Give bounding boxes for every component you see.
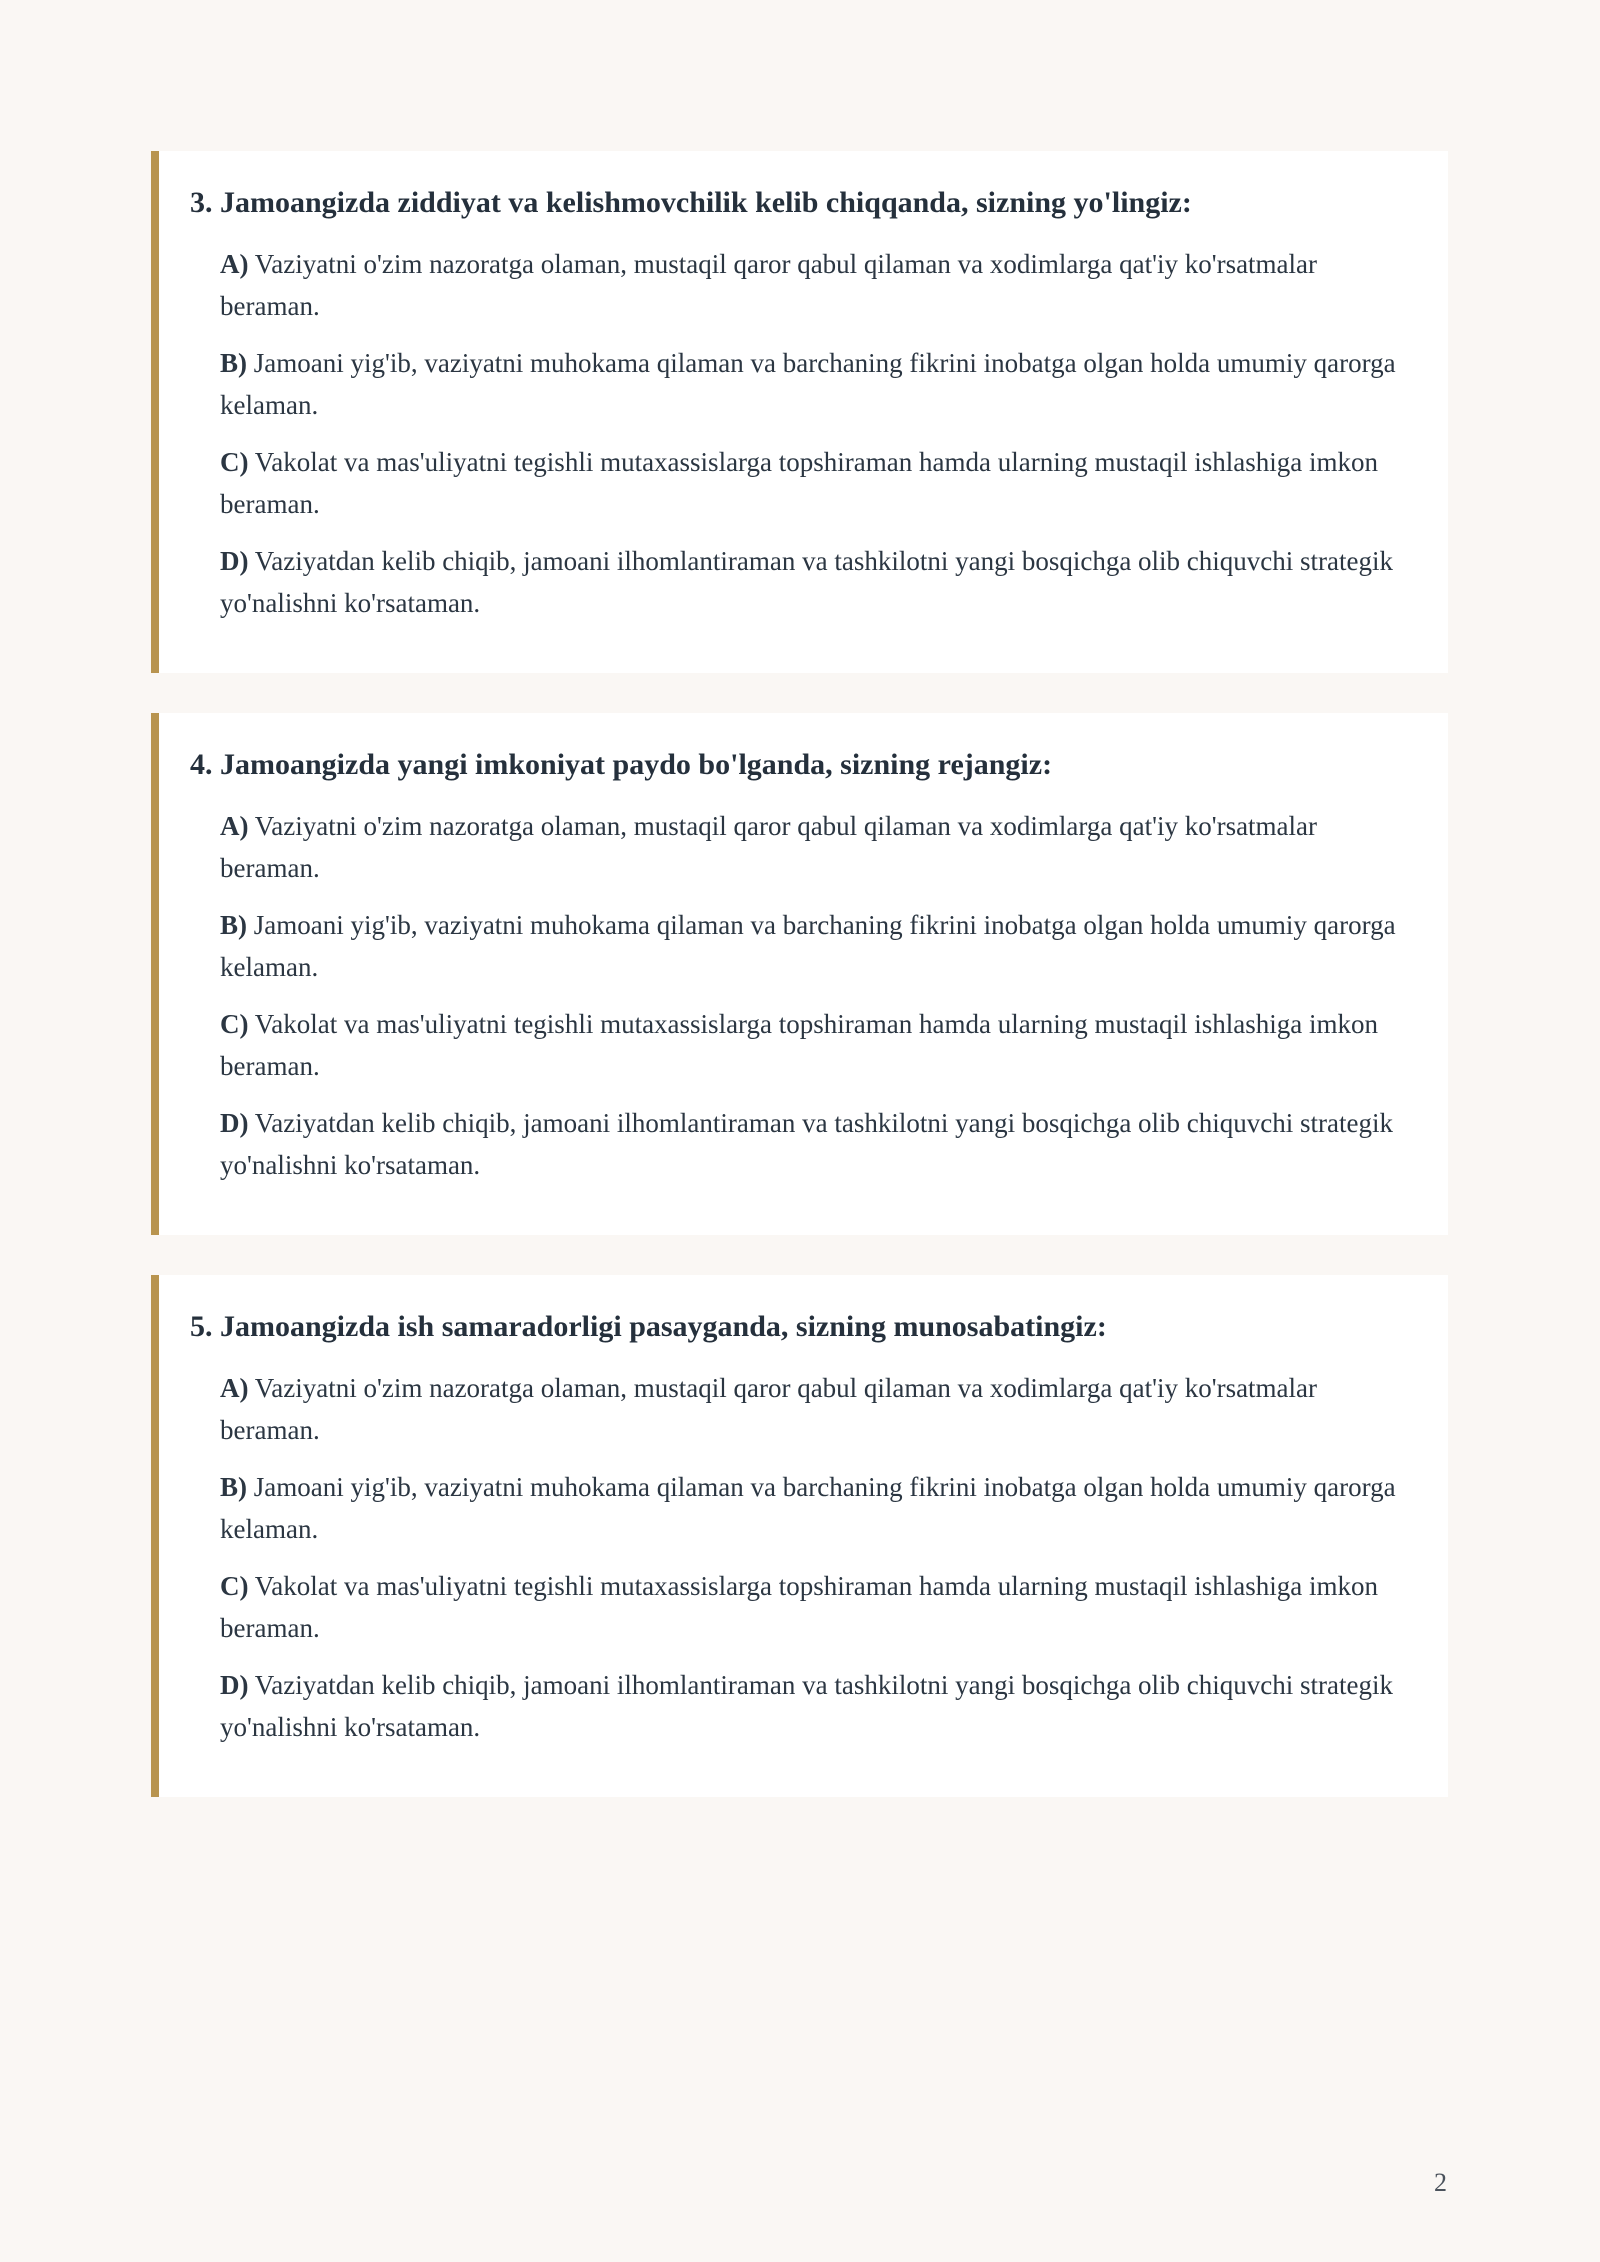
question-text: Jamoangizda ish samaradorligi pasayganda, sizning munosabatingiz:: [220, 1310, 1107, 1343]
option-letter: C): [220, 447, 249, 477]
option-text: Vaziyatdan kelib chiqib, jamoani ilhomlantiraman va tashkilotni yangi bosqichga olib chiquvchi strategik yo'nalishni ko'rsataman.: [220, 546, 1393, 618]
option-text: Vaziyatdan kelib chiqib, jamoani ilhomlantiraman va tashkilotni yangi bosqichga olib chiquvchi strategik yo'nalishni ko'rsataman.: [220, 1108, 1393, 1180]
question-list: [151, 151, 1448, 1837]
option-letter: C): [220, 1571, 249, 1601]
option-letter: C): [220, 1009, 249, 1039]
option-d: [220, 1664, 1412, 1748]
option-b: [220, 904, 1412, 988]
option-text: Vaziyatni o'zim nazoratga olaman, mustaqil qaror qabul qilaman va xodimlarga qat'iy ko'rsatmalar beraman.: [220, 1373, 1318, 1445]
option-letter: D): [220, 1108, 249, 1138]
option-text: Vakolat va mas'uliyatni tegishli mutaxassislarga topshiraman hamda ularning mustaqil ishlashiga imkon beraman.: [220, 1571, 1378, 1643]
question-card-5: [151, 1275, 1448, 1797]
option-letter: D): [220, 1670, 249, 1700]
option-text: Vakolat va mas'uliyatni tegishli mutaxassislarga topshiraman hamda ularning mustaqil ishlashiga imkon beraman.: [220, 447, 1378, 519]
option-b: [220, 342, 1412, 426]
option-letter: A): [220, 811, 249, 841]
option-letter: A): [220, 1373, 249, 1403]
question-text: Jamoangizda yangi imkoniyat paydo bo'lganda, sizning rejangiz:: [220, 748, 1053, 781]
option-letter: A): [220, 249, 249, 279]
option-letter: B): [220, 348, 247, 378]
question-title: [190, 1307, 1412, 1347]
option-c: [220, 1003, 1412, 1087]
option-c: [220, 1565, 1412, 1649]
option-b: [220, 1466, 1412, 1550]
question-card-4: [151, 713, 1448, 1235]
option-d: [220, 1102, 1412, 1186]
option-letter: B): [220, 910, 247, 940]
option-letter: D): [220, 546, 249, 576]
option-a: [220, 243, 1412, 327]
option-text: Vakolat va mas'uliyatni tegishli mutaxassislarga topshiraman hamda ularning mustaqil ishlashiga imkon beraman.: [220, 1009, 1378, 1081]
option-d: [220, 540, 1412, 624]
question-number: 4.: [190, 748, 213, 781]
option-text: Jamoani yig'ib, vaziyatni muhokama qilaman va barchaning fikrini inobatga olgan holda umumiy qarorga kelaman.: [220, 348, 1396, 420]
question-number: 3.: [190, 186, 213, 219]
question-text: Jamoangizda ziddiyat va kelishmovchilik kelib chiqqanda, sizning yo'lingiz:: [220, 186, 1192, 219]
question-number: 5.: [190, 1310, 213, 1343]
option-text: Jamoani yig'ib, vaziyatni muhokama qilaman va barchaning fikrini inobatga olgan holda umumiy qarorga kelaman.: [220, 1472, 1396, 1544]
option-a: [220, 1367, 1412, 1451]
option-letter: B): [220, 1472, 247, 1502]
question-card-3: [151, 151, 1448, 673]
option-text: Jamoani yig'ib, vaziyatni muhokama qilaman va barchaning fikrini inobatga olgan holda umumiy qarorga kelaman.: [220, 910, 1396, 982]
option-text: Vaziyatdan kelib chiqib, jamoani ilhomlantiraman va tashkilotni yangi bosqichga olib chiquvchi strategik yo'nalishni ko'rsataman.: [220, 1670, 1393, 1742]
option-text: Vaziyatni o'zim nazoratga olaman, mustaqil qaror qabul qilaman va xodimlarga qat'iy ko'rsatmalar beraman.: [220, 811, 1318, 883]
page-number: 2: [1434, 2168, 1447, 2197]
question-title: [190, 183, 1412, 223]
option-text: Vaziyatni o'zim nazoratga olaman, mustaqil qaror qabul qilaman va xodimlarga qat'iy ko'rsatmalar beraman.: [220, 249, 1318, 321]
question-title: [190, 745, 1412, 785]
option-c: [220, 441, 1412, 525]
option-a: [220, 805, 1412, 889]
